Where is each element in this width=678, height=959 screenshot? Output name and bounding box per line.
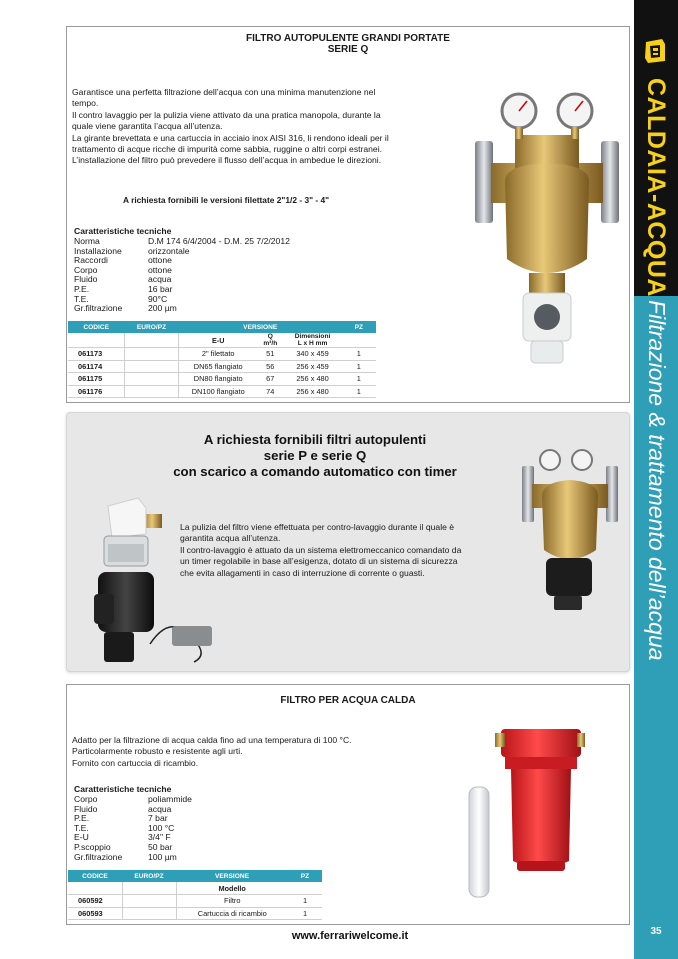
description-line: Particolarmente robusto e resistente agli urti. [72,746,243,757]
col-versione: VERSIONE [176,870,288,882]
timer-filter-p-image [90,494,220,668]
sidebar-title-wrap [640,78,672,297]
timer-filters-description [180,522,520,579]
col-euro: EURO/PZ [122,870,176,882]
footer-website[interactable]: www.ferrariwelcome.it [291,930,409,942]
table-row: 061176 DN100 flangiato 74 256 x 480 1 [68,385,376,398]
specs-list [74,795,192,862]
category-sidebar [634,0,678,959]
sidebar-subtitle: Filtrazione & trattamento dell’acqua [644,300,670,661]
self-cleaning-filter-section [66,26,630,403]
spec-row: Fluido acqua [74,803,172,814]
product-table [68,321,376,398]
page-number: 35 [650,926,662,937]
table-row: 061173 2" filettato 51 340 x 459 1 [68,348,376,361]
description-line: Fornito con cartuccia di ricambio. [72,757,199,768]
spec-row: E-U 3/4" F [74,832,171,843]
hot-water-filter-image [465,721,585,907]
product-description [72,735,452,769]
hot-water-filter-section [66,684,630,925]
description-line: La girante brevettata e una cartuccia in acciaio inox AISI 316, li rendono ideali per il [72,132,389,143]
sidebar-subtitle-wrap [640,300,672,740]
description-line: un timer regolabile in base all’esigenza, dotato di un sistema di sicurezza [180,556,458,567]
spec-row: Corpo ottone [74,264,172,275]
col-pz: PZ [342,321,376,333]
col-codice: CODICE [68,321,124,333]
description-line: Adatto per la filtrazione di acqua calda fino ad una temperatura di 100 °C. [72,735,352,745]
specs-title: Caratteristiche tecniche [74,784,172,794]
table-row: 061175 DN80 flangiato 67 256 x 480 1 [68,373,376,386]
description-line: L’installazione del filtro può prevedere il flusso dell’acqua in ambedue le direzioni. [72,155,382,166]
table-row: 060592 Filtro 1 [68,895,322,908]
spec-row: Fluido acqua [74,274,172,285]
sidebar-title: CALDAIA-ACQUA [642,78,670,297]
spec-row: Gr.filtrazione 200 µm [74,303,177,314]
spec-row: P.E. 7 bar [74,813,168,824]
section-title: FILTRO PER ACQUA CALDA [280,695,416,706]
spec-row: Raccordi ottone [74,255,172,266]
timer-filter-q-image [520,446,620,614]
description-line: Il contro lavaggio per la pulizia viene attivato da una pratica manopola, durante la [72,109,381,120]
spec-row: Norma D.M 174 6/4/2004 - D.M. 25 7/2/2012 [74,236,290,246]
col-versione: VERSIONE [179,321,342,333]
section-subtitle: SERIE Q [327,44,369,55]
description-line: tempo. [72,98,99,109]
description-line: trattamento di acque ricche di impurità come sabbia, ruggine o altri corpi estranei. [72,144,383,155]
product-table [68,870,322,920]
col-pz: PZ [288,870,322,882]
description-line: garantita acqua all’utenza. [180,533,281,544]
timer-filters-title: A richiesta fornibili filtri autopulenti serie P e serie Q con scarico a comando automatico con timer [173,432,457,479]
specs-list [74,237,290,314]
table-row: 060593 Cartuccia di ricambio 1 [68,907,322,920]
spec-row: Installazione orizzontale [74,245,190,256]
description-line: Garantisce una perfetta filtrazione dell’acqua con una minima manutenzione nel [72,87,376,97]
spec-row: P.E. 16 bar [74,283,173,294]
col-codice: CODICE [68,870,122,882]
section-title: FILTRO AUTOPULENTE GRANDI PORTATE [246,33,450,44]
table-subheader: Modello [68,882,322,895]
description-line: quale viene garantita l’acqua all’utenza. [72,121,223,132]
specs-title: Caratteristiche tecniche [74,226,172,236]
description-line: Il contro-lavaggio è attuato da un sistema elettromeccanico comandato da [180,544,462,555]
spec-row: P.scoppio 50 bar [74,841,173,852]
spec-row: Gr.filtrazione 100 µm [74,851,177,862]
description-line: La pulizia del filtro viene effettuata per contro-lavaggio durante il quale è [180,522,455,532]
table-subheader: E-U Q m³/h Dimensioni L x H mm [68,333,376,348]
spec-row: T.E. 100 °C [74,822,175,833]
boiler-logo-icon [642,36,668,66]
description-line: che evita allagamenti in caso di interruzione di corrente o guasti. [180,567,425,578]
spec-row: T.E. 90°C [74,293,168,304]
table-row: 061174 DN65 flangiato 56 256 x 459 1 [68,360,376,373]
threaded-versions-note: A richiesta fornibili le versioni filettate 2"1/2 - 3" - 4" [123,195,330,205]
spec-row: Corpo poliammide [74,794,192,804]
col-euro: EURO/PZ [124,321,178,333]
brass-filter-image [467,89,627,379]
product-description [72,87,452,167]
